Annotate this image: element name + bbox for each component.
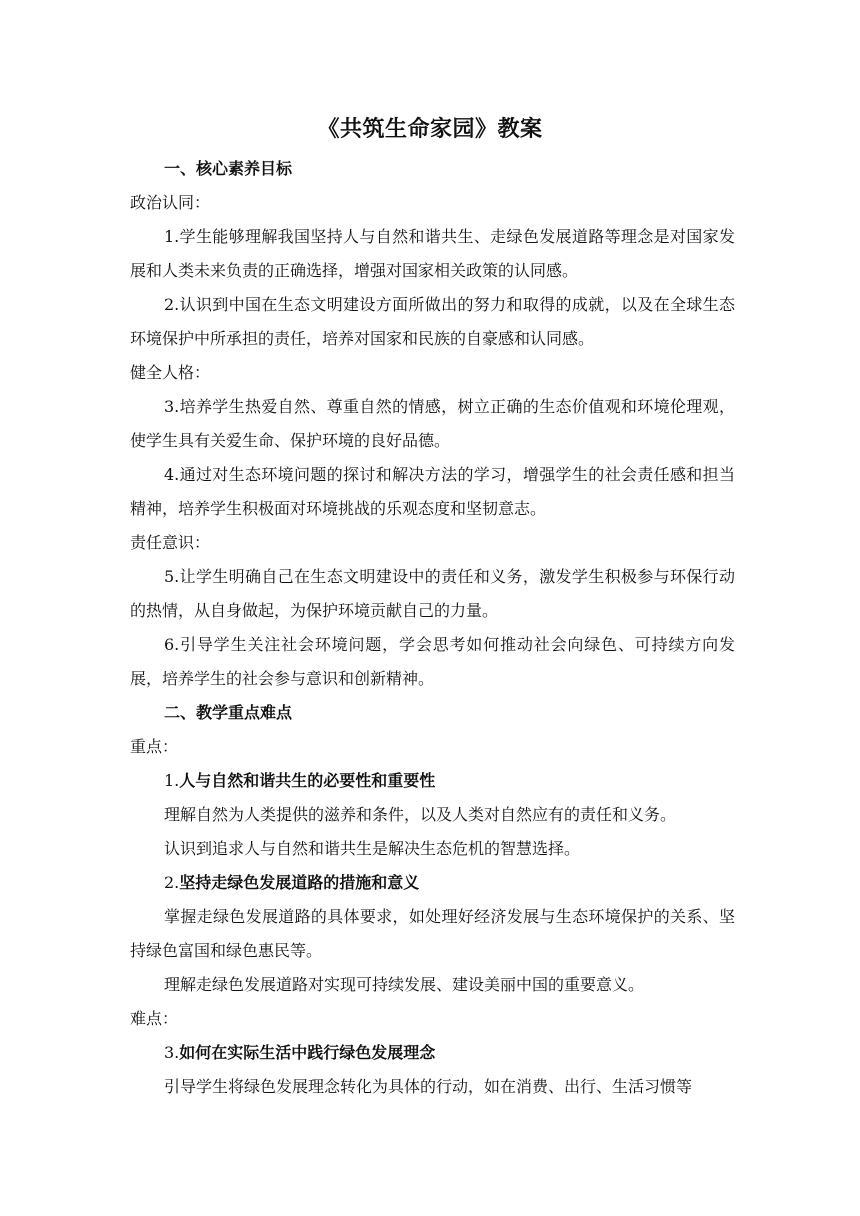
objective-paragraph-6: 6.引导学生关注社会环境问题，学会思考如何推动社会向绿色、可持续方向发展，培养学生的社会参与意识和创新精神。 bbox=[130, 635, 735, 688]
key-point-2-line-2: 理解走绿色发展道路对实现可持续发展、建设美丽中国的重要意义。 bbox=[164, 975, 645, 994]
key-point-2-heading bbox=[130, 866, 735, 900]
key-point-2-number: 2. bbox=[164, 873, 180, 892]
key-point-1-heading bbox=[130, 764, 735, 798]
key-point-2-line-1: 掌握走绿色发展道路的具体要求，如处理好经济发展与生态环境保护的关系、坚持绿色富国和绿色惠民等。 bbox=[130, 907, 735, 960]
category-label-personality: 健全人格： bbox=[130, 363, 211, 382]
objective-paragraph-1: 1.学生能够理解我国坚持人与自然和谐共生、走绿色发展道路等理念是对国家发展和人类未来负责的正确选择，增强对国家相关政策的认同感。 bbox=[130, 227, 735, 280]
key-point-1-line-2: 认识到追求人与自然和谐共生是解决生态危机的智慧选择。 bbox=[164, 839, 581, 858]
document-title: 《共筑生命家园》教案 bbox=[317, 116, 543, 142]
difficulty-3-heading bbox=[130, 1036, 735, 1070]
objective-paragraph-4: 4.通过对生态环境问题的探讨和解决方法的学习，增强学生的社会责任感和担当精神，培养学生积极面对环境挑战的乐观态度和坚韧意志。 bbox=[130, 465, 735, 518]
difficulty-3-number: 3. bbox=[164, 1043, 180, 1062]
category-label-political: 政治认同： bbox=[130, 193, 211, 212]
key-point-1-title: 人与自然和谐共生的必要性和重要性 bbox=[179, 771, 436, 790]
category-label-responsibility: 责任意识： bbox=[130, 533, 211, 552]
section-heading-objectives: 一、核心素养目标 bbox=[164, 159, 293, 178]
key-point-1-number: 1. bbox=[164, 771, 180, 790]
objective-paragraph-3: 3.培养学生热爱自然、尊重自然的情感，树立正确的生态价值观和环境伦理观，使学生具有关爱生命、保护环境的良好品德。 bbox=[130, 397, 735, 450]
objective-paragraph-2: 2.认识到中国在生态文明建设方面所做出的努力和取得的成就，以及在全球生态环境保护中所承担的责任，培养对国家和民族的自豪感和认同感。 bbox=[130, 295, 735, 348]
document-body bbox=[130, 152, 735, 1104]
difficulty-3-line-1: 引导学生将绿色发展理念转化为具体的行动，如在消费、出行、生活习惯等 bbox=[164, 1077, 693, 1096]
key-point-2-title: 坚持走绿色发展道路的措施和意义 bbox=[179, 873, 420, 892]
difficulties-label: 难点： bbox=[130, 1009, 179, 1028]
section-heading-key-points: 二、教学重点难点 bbox=[164, 703, 293, 722]
key-points-label: 重点： bbox=[130, 737, 179, 756]
key-point-1-line-1: 理解自然为人类提供的滋养和条件，以及人类对自然应有的责任和义务。 bbox=[164, 805, 677, 824]
objective-paragraph-5: 5.让学生明确自己在生态文明建设中的责任和义务，激发学生积极参与环保行动的热情，从自身做起，为保护环境贡献自己的力量。 bbox=[130, 567, 735, 620]
difficulty-3-title: 如何在实际生活中践行绿色发展理念 bbox=[179, 1043, 436, 1062]
